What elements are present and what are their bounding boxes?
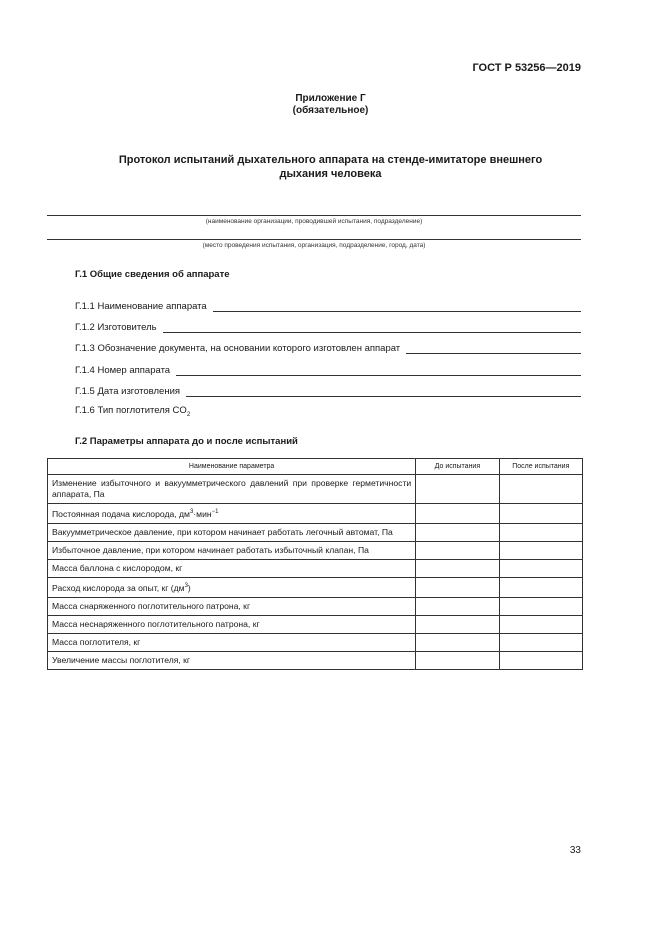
section-1-title: Г.1 Общие сведения об аппарате (75, 269, 230, 280)
parameter-name: Постоянная подача кислорода, дм (52, 508, 190, 519)
organization-line[interactable] (47, 215, 581, 216)
parameter-unit-text: ) (187, 582, 191, 593)
table-row (48, 633, 583, 651)
appendix-status: (обязательное) (292, 105, 369, 116)
field-absorber-type (75, 405, 190, 418)
value-cell-after[interactable] (499, 504, 582, 524)
column-header-parameter: Наименование параметра (48, 459, 416, 475)
parameter-name-cell (48, 523, 416, 541)
value-cell-before[interactable] (416, 615, 499, 633)
value-cell-before[interactable] (416, 475, 499, 504)
value-cell-before[interactable] (416, 559, 499, 577)
field-label: Г.1.6 Тип поглотителя CO (75, 405, 187, 416)
parameter-name-cell (48, 504, 416, 524)
parameter-name: Масса неснаряженного поглотительного патрона, кг (52, 618, 260, 629)
field-label: Г.1.2 Изготовитель (75, 322, 157, 333)
parameter-name: Вакуумметрическое давление, при котором начинает работать легочный автомат, Па (52, 526, 393, 537)
table-row (48, 615, 583, 633)
value-cell-after[interactable] (499, 651, 582, 669)
parameter-name-cell (48, 615, 416, 633)
field-row (75, 340, 581, 354)
field-label: Г.1.3 Обозначение документа, на основании которого изготовлен аппарат (75, 343, 401, 354)
field-label-subscript: 2 (186, 411, 191, 418)
parameters-table (47, 458, 583, 670)
value-cell-after[interactable] (499, 597, 582, 615)
value-cell-after[interactable] (499, 475, 582, 504)
parameter-name: Изменение избыточного и вакуумметрического давлений при проверке герметичности аппарата, Па (52, 478, 412, 499)
standard-number: ГОСТ Р 53256—2019 (472, 62, 581, 74)
location-line[interactable] (47, 239, 581, 240)
value-cell-before[interactable] (416, 523, 499, 541)
location-caption: (место проведения испытания, организация, подразделение, город, дата) (202, 242, 426, 249)
value-cell-before[interactable] (416, 504, 499, 524)
parameter-name: Избыточное давление, при котором начинает работать избыточный клапан, Па (52, 544, 369, 555)
parameter-name: Масса баллона с кислородом, кг (52, 562, 183, 573)
parameter-name-cell (48, 597, 416, 615)
organization-caption: (наименование организации, проводившей испытания, подразделение) (205, 218, 423, 225)
parameter-name-cell (48, 559, 416, 577)
table-body (48, 475, 583, 670)
document-title (0, 153, 661, 181)
value-cell-after[interactable] (499, 615, 582, 633)
parameter-unit-exponent: 3 (189, 509, 194, 515)
value-cell-before[interactable] (416, 633, 499, 651)
parameter-name-cell (48, 577, 416, 597)
parameter-name-cell (48, 475, 416, 504)
value-cell-before[interactable] (416, 577, 499, 597)
field-label: Г.1.5 Дата изготовления (75, 386, 181, 397)
parameter-name: Увеличение массы поглотителя, кг (52, 654, 191, 665)
title-line-1: Протокол испытаний дыхательного аппарата на стенде-имитаторе внешнего (118, 154, 543, 166)
parameter-name-cell (48, 651, 416, 669)
table-row (48, 523, 583, 541)
table-row (48, 541, 583, 559)
field-row (75, 319, 581, 333)
parameter-unit-text: ·мин (193, 508, 212, 519)
parameter-name: Масса поглотителя, кг (52, 636, 141, 647)
field-input-line[interactable] (186, 387, 581, 397)
page-number: 33 (569, 845, 581, 856)
parameter-name-cell (48, 633, 416, 651)
field-label: Г.1.1 Наименование аппарата (75, 301, 207, 312)
value-cell-before[interactable] (416, 597, 499, 615)
value-cell-after[interactable] (499, 577, 582, 597)
table-row (48, 475, 583, 504)
value-cell-before[interactable] (416, 541, 499, 559)
table-row (48, 577, 583, 597)
parameter-name: Расход кислорода за опыт, кг (дм (52, 582, 185, 593)
field-row (75, 383, 581, 397)
field-label: Г.1.4 Номер аппарата (75, 365, 171, 376)
value-cell-after[interactable] (499, 541, 582, 559)
value-cell-before[interactable] (416, 651, 499, 669)
field-row (75, 362, 581, 376)
column-header-before: До испытания (416, 459, 499, 475)
field-input-line[interactable] (163, 323, 581, 333)
column-header-after: После испытания (499, 459, 582, 475)
table-row (48, 651, 583, 669)
parameter-name: Масса снаряженного поглотительного патрона, кг (52, 600, 251, 611)
parameter-name-cell (48, 541, 416, 559)
parameter-unit-exponent: −1 (211, 509, 219, 515)
table-row (48, 597, 583, 615)
table-header-row (48, 459, 583, 475)
appendix-label: Приложение Г (295, 93, 366, 104)
title-line-2: дыхания человека (279, 168, 382, 180)
value-cell-after[interactable] (499, 633, 582, 651)
value-cell-after[interactable] (499, 523, 582, 541)
value-cell-after[interactable] (499, 559, 582, 577)
parameter-unit-exponent: 3 (184, 582, 188, 589)
field-row (75, 298, 581, 312)
appendix-heading (0, 93, 661, 117)
section-2-title: Г.2 Параметры аппарата до и после испытаний (75, 436, 298, 447)
field-input-line[interactable] (213, 302, 581, 312)
table-row (48, 559, 583, 577)
field-input-line[interactable] (406, 344, 581, 354)
field-input-line[interactable] (176, 366, 581, 376)
table-row (48, 504, 583, 524)
